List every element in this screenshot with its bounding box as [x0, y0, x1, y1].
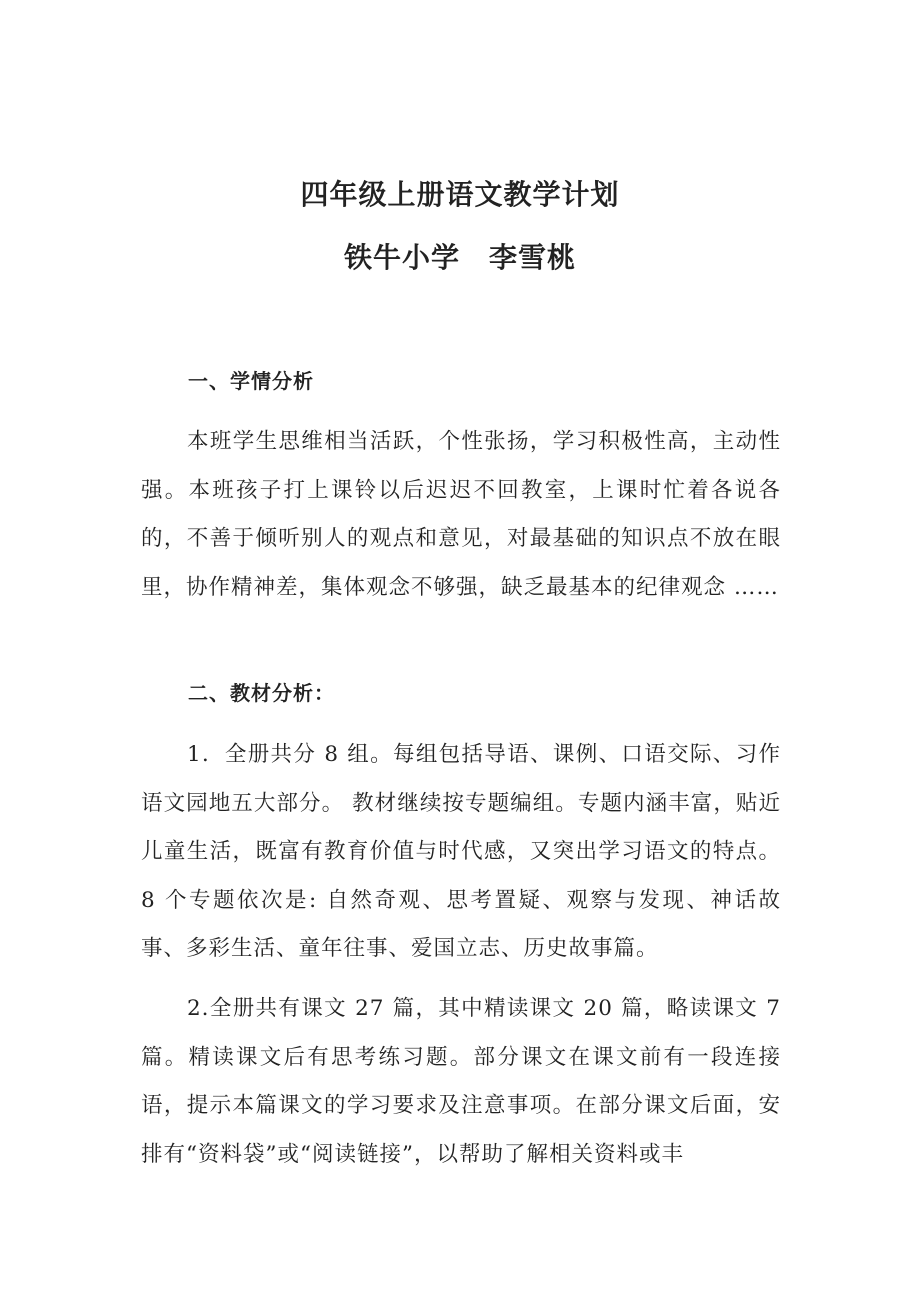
- section-heading-textbook-analysis: 二、教材分析：: [188, 681, 335, 705]
- paragraph-learning-analysis: 本班学生思维相当活跃，个性张扬，学习积极性高，主动性强。本班孩子打上课铃以后迟迟不回教室，上课时忙着各说各的，不善于倾听别人的观点和意见，对最基础的知识点不放在眼里，协作精神差，集体观念不够强，缺乏最基本的纪律观念 ……: [141, 429, 781, 600]
- document-title: 四年级上册语文教学计划: [300, 178, 620, 211]
- section-heading-learning-analysis: 一、学情分析: [188, 369, 314, 393]
- paragraph-textbook-analysis-1: 1．全册共分 8 组。每组包括导语、课例、口语交际、习作语文园地五大部分。 教材继续按专题编组。专题内涵丰富，贴近儿童生活，既富有教育价值与时代感，又突出学习语文的特点。8 个专题依次是: 自然奇观、思考置疑、观察与发现、神话故事、多彩生活、童年往事、爱国立志、历史故事篇。: [141, 742, 781, 961]
- document-subtitle: 铁牛小学 李雪桃: [343, 241, 576, 274]
- paragraph-textbook-analysis-2: 2.全册共有课文 27 篇，其中精读课文 20 篇，略读课文 7 篇。精读课文后有思考练习题。部分课文在课文前有一段连接语，提示本篇课文的学习要求及注意事项。在部分课文后面，安排有“资料袋”或“阅读链接”，以帮助了解相关资料或丰: [141, 996, 781, 1167]
